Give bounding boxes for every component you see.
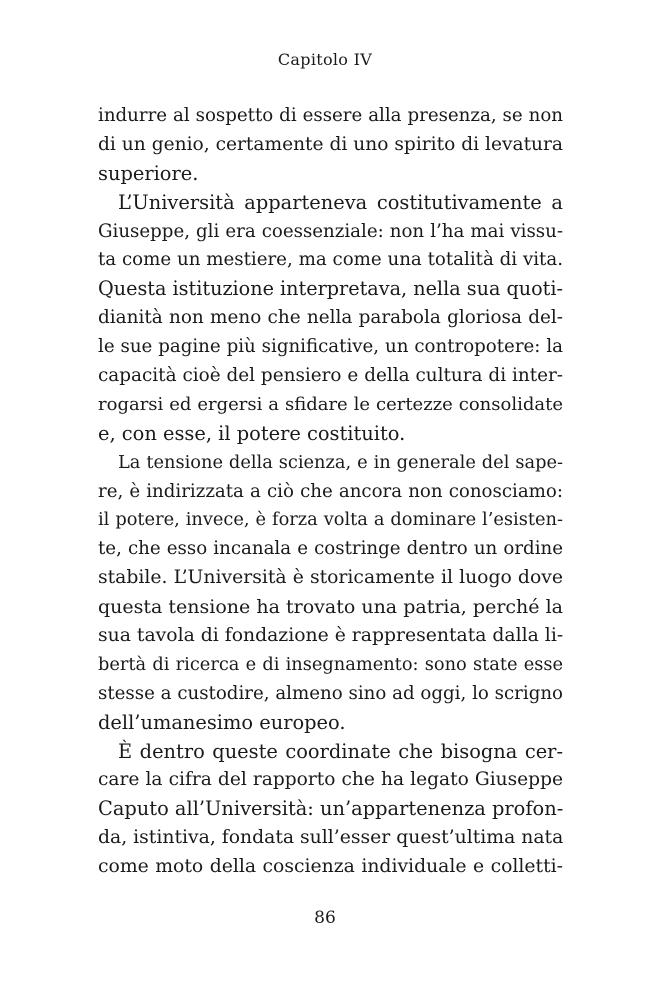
text-line: capacità cioè del pensiero e della cultura di inter-	[98, 365, 563, 387]
text-line: le sue pagine più significative, un contropotere: la	[98, 336, 563, 358]
body-text	[98, 102, 563, 882]
text-line: te, che esso incanala e costringe dentro un ordine	[98, 538, 563, 560]
text-line: bertà di ricerca e di insegnamento: sono state esse	[98, 653, 563, 675]
text-line: dianità non meno che nella parabola gloriosa del-	[98, 307, 563, 329]
text-line: indurre al sospetto di essere alla presenza, se non	[98, 105, 563, 126]
text-line: L’Università apparteneva costitutivamente a	[118, 190, 563, 214]
text-line: da, istintiva, fondata sull’esser quest’ultima nata	[98, 827, 564, 849]
text-line: il potere, invece, è forza volta a dominare l’esisten-	[98, 509, 563, 531]
text-line: come moto della coscienza individuale e colletti-	[98, 856, 563, 878]
text-line: e, con esse, il potere costituito.	[98, 421, 406, 445]
text-line: È dentro queste coordinate che bisogna cer-	[118, 739, 563, 763]
text-line: sua tavola di fondazione è rappresentata dalla li-	[98, 625, 564, 647]
text-line: re, è indirizzata a ciò che ancora non conosciamo:	[98, 480, 563, 502]
text-line: dell’umanesimo europeo.	[98, 710, 346, 734]
running-head: Capitolo IV	[277, 50, 373, 69]
text-line: La tensione della scienza, e in generale del sape-	[118, 451, 563, 473]
text-line: Giuseppe, gli era coessenziale: non l’ha mai vissu-	[98, 220, 563, 242]
text-line: ta come un mestiere, ma come una totalità di vita.	[98, 249, 563, 271]
text-line: questa tensione ha trovato una patria, perché la	[98, 596, 563, 619]
text-line: Questa istituzione interpretava, nella sua quoti-	[98, 277, 564, 301]
text-line: di un genio, certamente di uno spirito di levatura	[98, 133, 563, 155]
text-line: stesse a custodire, almeno sino ad oggi, lo scrigno	[98, 682, 563, 704]
text-line: stabile. L’Università è storicamente il luogo dove	[98, 567, 563, 589]
page-number: 86	[314, 908, 336, 928]
text-line: superiore.	[98, 161, 199, 185]
text-line: care la cifra del rapporto che ha legato Giuseppe	[98, 769, 563, 791]
text-line: rogarsi ed ergersi a sfidare le certezze consolidate	[98, 393, 563, 415]
text-line: Caputo all’Università: un’appartenenza profon-	[98, 797, 564, 821]
